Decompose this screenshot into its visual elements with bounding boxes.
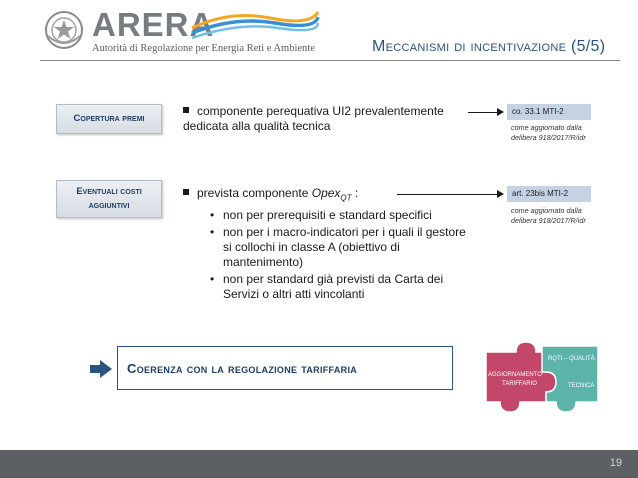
title-divider (40, 60, 620, 61)
bullet-ui2-text: componente perequativa UI2 prevalentemente dedicata alla qualità tecnica (183, 104, 444, 133)
bullet-ui2 (183, 104, 468, 134)
arrow-right-icon (497, 108, 504, 116)
eventuali-costi-line2: aggiuntivi (88, 200, 130, 211)
sub-bullet-3: • non per standard già previsti da Carta dei Servizi o altri atti vincolanti (210, 272, 444, 301)
coerenza-box (117, 346, 453, 390)
sub-bullet-1: • non per prerequisiti e standard specifici (210, 208, 432, 222)
arera-logo-wordmark: ARERA (92, 6, 215, 43)
bullet-opex: prevista componente Opex$_{QT}$ : (183, 186, 423, 205)
square-bullet-icon (183, 189, 189, 195)
eventuali-costi-label (56, 180, 162, 218)
ref-box-2: art. 23bis MTI-2 (507, 186, 591, 202)
copertura-premi-label (56, 104, 162, 134)
puzzle-icon (480, 336, 602, 416)
logo-subtitle: Autorità di Regolazione per Energia Reti e Ambiente (92, 43, 315, 54)
sub-bullet-2: • non per i macro-indicatori per i quali il gestore si collochi in classe A (obiettivo di mantenimento) (210, 225, 466, 269)
coerenza-text: Coerenza con la regolazione tariffaria (127, 360, 358, 376)
footer-bar (0, 450, 638, 478)
block-arrow-icon (90, 360, 112, 378)
ref-box-1: co. 33.1 MTI-2 (507, 104, 591, 120)
arrow-line-2 (397, 194, 498, 195)
eventuali-costi-line1: Eventuali costi (76, 185, 142, 197)
page-number: 19 (609, 457, 622, 469)
puzzle-left-line1: AGGIORNAMENTO (488, 372, 542, 378)
ref-note-2: come aggiornato dalla delibera 918/2017/R/idr (511, 206, 586, 225)
square-bullet-icon (183, 107, 189, 113)
puzzle-right-line1: RQTI – QUALITÀ (548, 356, 595, 362)
copertura-premi-text: Copertura premi (73, 112, 145, 124)
arrow-line-1 (468, 112, 498, 113)
ref-note-1: come aggiornato dalla delibera 918/2017/R/idr (511, 123, 586, 142)
slide-title: Meccanismi di incentivazione (5/5) (372, 38, 606, 55)
wave-logo-icon (190, 6, 320, 40)
arrow-right-icon (497, 190, 504, 198)
puzzle-left-line2: TARIFFARIO (502, 381, 537, 387)
republic-emblem-icon (44, 10, 84, 50)
puzzle-right-line2: TECNICA (568, 383, 595, 389)
